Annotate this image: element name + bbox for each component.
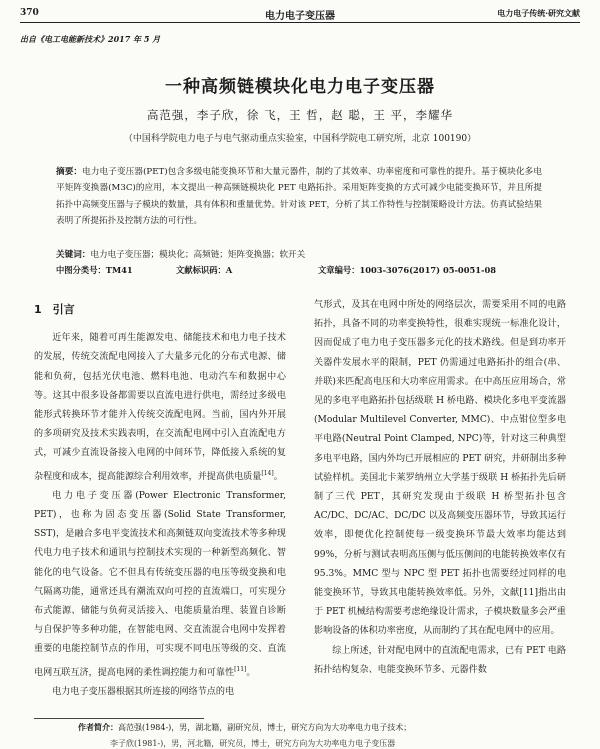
paper-title: 一种高频链模块化电力电子变压器 bbox=[165, 77, 435, 97]
citation: [11] bbox=[234, 665, 247, 673]
clc-number: 中图分类号：TM41 bbox=[56, 265, 133, 275]
author-footnote bbox=[78, 722, 570, 733]
page-header bbox=[20, 6, 580, 22]
paragraph: 电力电子变压器(Power Electronic Transformer, PET)，也称为固态变压器(Solid State Transformer, SST)，是融合多电平变流技术和高频链双向变流技术等多种现代电力电子技术和通讯与控制技术实现的一种新型高频化、智能化的电气设备。它不但具有传统变压器的电压等级变换和电气隔离功能，通常还具有潮流双向可控的直流端口，可实现分布式能源、储能与负荷灵活接入、电能质量治理、装置自诊断与自保护等多种功能，在智能电网、交直流混合电网中发挥着重要的电能控制节点的作用，可实现不同电压等级的交、直流电网互联互济，提高电网的柔性调控能力和可靠性[11]。 bbox=[34, 490, 286, 678]
paragraph: 综上所述，针对配电网中的直流配电需求，已有 PET 电路拓扑结构复杂、电能变换环节多、元器件数 bbox=[314, 645, 566, 675]
issue-line: 出自《电工电能新技术》2017 年 5 月 bbox=[20, 34, 161, 44]
affiliation: （中国科学院电力电子与电气驱动重点实验室，中国科学院电工研究所，北京 100190） bbox=[123, 134, 477, 144]
abstract bbox=[56, 164, 542, 229]
keywords-label: 关键词： bbox=[56, 250, 91, 260]
paragraph: 气形式，及其在电网中所处的网络层次，需要采用不同的电路拓扑，具备不同的功率变换特性，很难实现统一标准化设计，因而促成了电力电子变压器多元化的技术路线。但是到功率开关器件发展水平的限制，PET 仍需通过电路拓扑的组合(串、并联)来匹配高电压和大功率应用需求。在中高压应用场合，常见的多电平电路拓扑包括级联 H 桥电路、模块化多电平变流器(Modular Multilevel Converter, MMC)、中点钳位型多电平电路(Neutral Point Clamped, NPC)等，针对这三种典型多电平电路，国内外均已开展相应的 PET 研究，并研制出多种试验样机。美国北卡莱罗纳州立大学基于级联 H 桥拓扑先后研制了三代 PET，其研究发现由于级联 H 桥型拓扑包含 AC/DC、DC/AC、DC/DC 以及高频变压器环节，导致其运行效率，即便优化控制使每一级变换环节最大效率均能达到 99%，分析与测试表明高压侧与低压侧间的电能转换效率仅有 95.3%。MMC 型与 NPC 型 PET 拓扑也需要经过同样的电能变换环节，导致其电能转换效率低。另外，文献[11]指出由于 PET 机械结构需要考虑绝缘设计需求，子模块数量多会严重影响设备的体积功率密度，从而制约了其在配电网中的应用。 bbox=[314, 300, 566, 637]
right-column bbox=[314, 296, 566, 680]
paragraph: 近年来，随着可再生能源发电、储能技术和电力电子技术的发展，传统交流配电网接入了大量多元化的分布式电源、储能和负荷，包括光伏电池、燃料电池、电动汽车和数据中心等。这其中很多设备都需要以直流电进行供电，需经过多级电能形式转换环节才能并入传统交流配电网。当前，国内外开展的多项研究及技术实践表明，在交流配电网中引入直流配电方式，可减少直流设备接入电网的中间环节，降低接入系统的复杂程度和成本，提高能源综合利用效率，并提高供电质量[14]。 bbox=[34, 333, 286, 482]
section-heading: 1 引言 bbox=[34, 303, 75, 316]
section-label: 电力电子传统·研究文献 bbox=[497, 8, 580, 18]
keywords bbox=[56, 248, 542, 260]
footnote-label: 作者简介： bbox=[78, 722, 118, 732]
paragraph: 电力电子变压器根据其所连接的网络节点的电 bbox=[52, 686, 235, 697]
footnote-rule bbox=[34, 718, 204, 719]
footnote-text: 高范强(1984-)，男，湖北籍，副研究员，博士，研究方向为大功率电力电子技术； bbox=[118, 723, 412, 732]
page-number: 370 bbox=[20, 8, 39, 18]
citation: [14] bbox=[261, 469, 274, 477]
left-column bbox=[34, 296, 286, 702]
abstract-label: 摘要： bbox=[56, 167, 83, 177]
article-number: 文章编号：1003-3076(2017) 05-0051-08 bbox=[318, 265, 497, 275]
author-list: 高范强，李子欣，徐 飞，王 哲，赵 聪，王 平，李耀华 bbox=[146, 108, 454, 122]
abstract-text: 电力电子变压器(PET)包含多级电能变换环节和大量元器件，制约了其效率、功率密度和可靠性的提升。基于模块化多电平矩阵变换器(M3C)的应用，本文提出一种高频链模块化 PET 电路拓扑。采用矩阵变换的方式可减少电能变换环节，并且所提拓扑中高频变压器与子模块的数量，具有体积和重量优势。针对该 PET，分析了其工作特性与控制策略设计方法。仿真试验结果表明了所提拓扑及控制方法的可行性。 bbox=[56, 167, 542, 226]
document-code: 文献标识码：A bbox=[176, 265, 233, 275]
header-rule bbox=[20, 22, 580, 23]
running-title: 电力电子变压器 bbox=[265, 11, 335, 22]
keywords-text: 电力电子变压器；模块化；高频链；矩阵变换器；软开关 bbox=[90, 250, 306, 260]
author-footnote-2: 李子欣(1981-)，男，河北籍，研究员，博士，研究方向为大功率电力电子变压器 bbox=[110, 739, 396, 748]
